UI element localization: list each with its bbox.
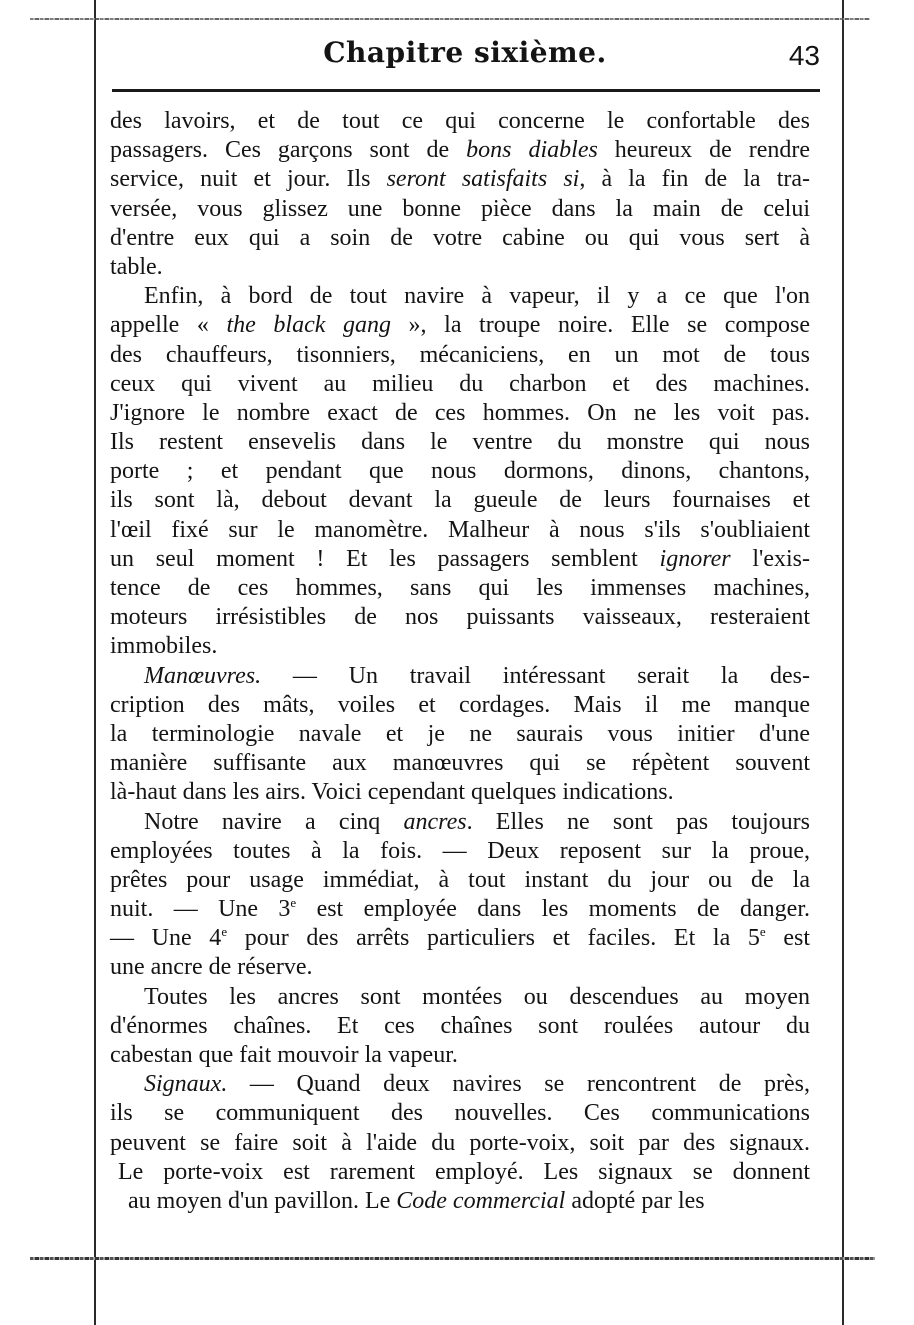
text-line: là-haut dans les airs. Voici cependant quelques indications.: [110, 779, 674, 806]
text-line: tence de ces hommes, sans qui les immenses machines,: [110, 575, 810, 601]
header-rule: [112, 89, 820, 92]
page-body: [110, 107, 810, 1216]
text-line: Signaux. — Quand deux navires se rencontrent de près,: [144, 1071, 810, 1098]
running-header: [110, 36, 820, 80]
text-line: au moyen d'un pavillon. Le Code commercial adopté par les: [128, 1187, 705, 1214]
text-line: employées toutes à la fois. — Deux reposent sur la proue,: [110, 837, 810, 864]
text-line: manière suffisante aux manœuvres qui se répètent souvent: [110, 750, 810, 777]
italic-term: Signaux.: [144, 1071, 228, 1098]
text-line: Ils restent ensevelis dans le ventre du monstre qui nous: [110, 429, 810, 456]
text-line: Manœuvres. — Un travail intéressant serait la des-: [144, 662, 810, 689]
text-line: J'ignore le nombre exact de ces hommes. On ne les voit pas.: [110, 399, 810, 426]
ordinal-superscript: e: [290, 895, 297, 911]
italic-term: Manœuvres.: [144, 662, 262, 689]
text-line: Enfin, à bord de tout navire à vapeur, il y a ce que l'on: [144, 283, 810, 310]
page-border-right: [842, 0, 844, 1325]
italic-term: bons diables: [466, 137, 598, 164]
text-line: un seul moment ! Et les passagers semblent ignorer l'exis-: [110, 545, 810, 572]
text-line: peuvent se faire soit à l'aide du porte-voix, soit par des signaux.: [110, 1129, 810, 1156]
text-line: Toutes les ancres sont montées ou descendues au moyen: [144, 983, 810, 1010]
paragraph: [110, 808, 810, 983]
text-line: appelle « the black gang », la troupe noire. Elle se compose: [110, 312, 811, 339]
text-line: table.: [110, 253, 163, 280]
chapter-title: Chapitre sixième.: [323, 36, 607, 69]
page-number: 43: [788, 40, 820, 71]
scan-edge-bottom: [30, 1257, 875, 1260]
ordinal-superscript: e: [759, 924, 766, 940]
text-line: — Une 4e pour des arrêts particuliers et faciles. Et la 5e est: [110, 924, 810, 952]
text-line: l'œil fixé sur le manomètre. Malheur à nous s'ils s'oubliaient: [110, 516, 810, 543]
text-line: moteurs irrésistibles de nos puissants vaisseaux, resteraient: [110, 604, 810, 631]
text-line: d'entre eux qui a soin de votre cabine ou qui vous sert à: [110, 224, 810, 251]
text-line: ils se communiquent des nouvelles. Ces communications: [110, 1100, 810, 1127]
paragraph: [110, 662, 810, 808]
text-line: la terminologie navale et je ne saurais vous initier d'une: [110, 720, 810, 747]
italic-term: Code commercial: [396, 1187, 566, 1214]
text-line: ils sont là, debout devant la gueule de leurs fournaises et: [110, 487, 810, 514]
text-line: passagers. Ces garçons sont de bons diables heureux de rendre: [110, 137, 811, 164]
italic-term: the black gang: [226, 312, 391, 339]
text-line: ceux qui vivent au milieu du charbon et des machines.: [110, 370, 810, 397]
text-line: nuit. — Une 3e est employée dans les moments de danger.: [110, 895, 810, 923]
paragraph: [110, 282, 810, 661]
italic-term: seront satisfaits si: [386, 166, 580, 193]
text-line: immobiles.: [110, 633, 218, 660]
ordinal-superscript: e: [221, 924, 228, 940]
text-line: des chauffeurs, tisonniers, mécaniciens, en un mot de tous: [110, 341, 810, 368]
paragraph: [110, 983, 810, 1071]
text-line: service, nuit et jour. Ils seront satisfaits si, à la fin de la tra-: [110, 166, 810, 193]
text-line: une ancre de réserve.: [110, 954, 313, 981]
text-line: d'énormes chaînes. Et ces chaînes sont roulées autour du: [110, 1012, 810, 1039]
text-line: cription des mâts, voiles et cordages. Mais il me manque: [110, 691, 810, 718]
text-line: Notre navire a cinq ancres. Elles ne sont pas toujours: [144, 808, 810, 835]
text-line: Le porte-voix est rarement employé. Les signaux se donnent: [118, 1158, 810, 1185]
page-border-left: [94, 0, 96, 1325]
text-line: prêtes pour usage immédiat, à tout instant du jour ou de la: [110, 866, 810, 893]
italic-term: ancres: [403, 808, 467, 835]
text-line: versée, vous glissez une bonne pièce dans la main de celui: [110, 195, 810, 222]
paragraph: [110, 107, 810, 282]
text-line: cabestan que fait mouvoir la vapeur.: [110, 1042, 458, 1068]
text-line: porte ; et pendant que nous dormons, dinons, chantons,: [110, 458, 810, 485]
italic-term: ignorer: [659, 545, 731, 572]
paragraph: [110, 1070, 810, 1216]
scan-edge-top: [30, 18, 870, 20]
text-line: des lavoirs, et de tout ce qui concerne le confortable des: [110, 108, 810, 134]
